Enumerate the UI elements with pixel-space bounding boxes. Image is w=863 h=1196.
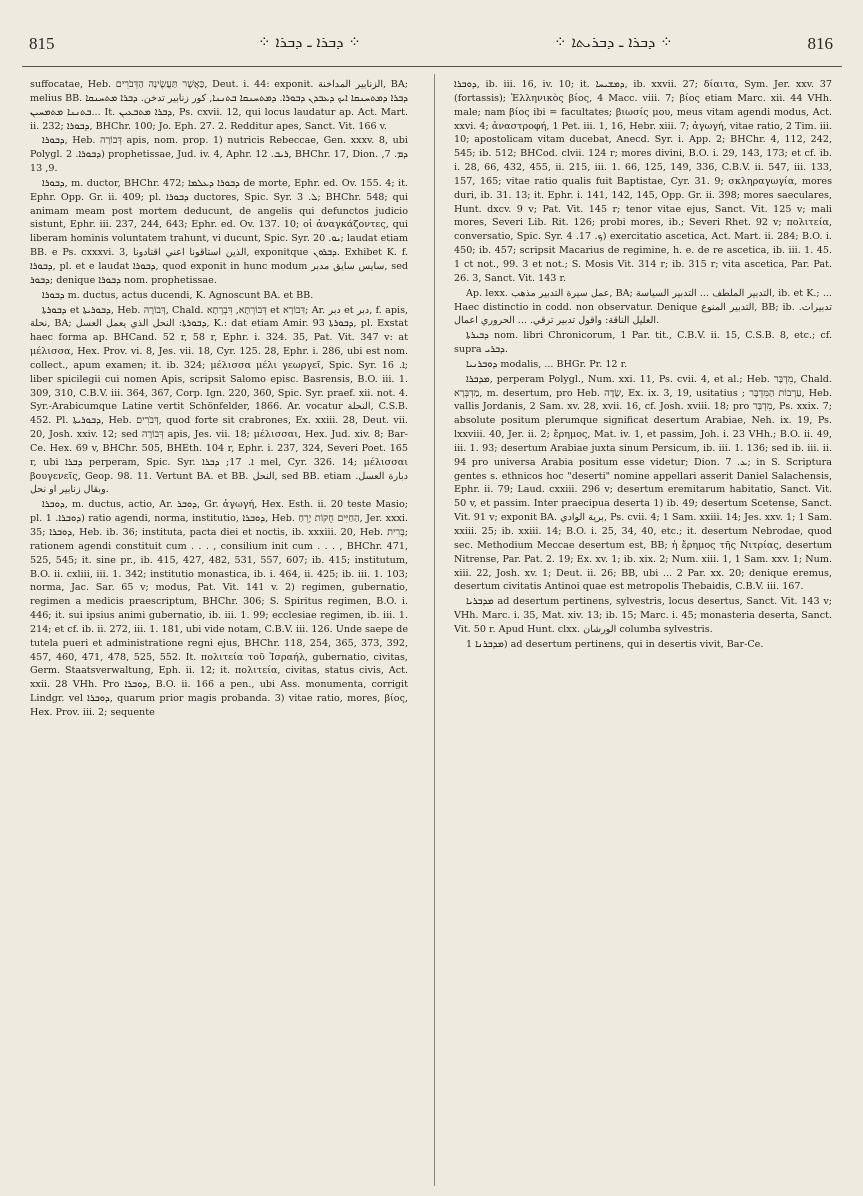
dictionary-entry: ܕܒܘܪܐ m. ductus, actus ducendi, K. Agnoscunt BA. et BB. xyxy=(42,289,314,301)
column-separator xyxy=(434,74,435,1186)
dictionary-entry: ܕܒܘܪܐ, Heb. דְּבוֹרָה apis, nom. prop. 1) nutricis Rebeccae, Gen. xxxv. 8, ubi Polygl. ܕܒܘܪܐ. 2) prophetissae, Jud. iv. 4, Aphr. ܪܝܒ. 12, BHChr. 17, Dion. ܕܡ. 7, 9, 13. xyxy=(30,135,408,175)
dictionary-entry: ܕܒܝܪܬܐ nom. libri Chronicorum, 1 Par. tit., C.B.V. ii. 15, C.S.B. 8, etc.; cf. supra ܕܒܪܝ. xyxy=(454,330,832,356)
right-page-number: 816 xyxy=(807,34,833,53)
dictionary-entry: ܡܕܒܪܐ, perperam Polygl., Num. xxi. 11, Ps. cvii. 4, et al.; Heb. מִדְבָּר, Chald. מַדְבְּרָא, m. desertum, pro Heb. שָׂדֶה, Ex. ix. 3, 19, usitatius ; עַרְבוֹת הַמִּדְבָּר, Heb. vallis Jordanis, 2 Sam. xv. 28, xvii. 16, cf. Josh. xviii. 18; pro מִדְבָּר, Ps. xxix. 7; absolute positum plerumque significat desertum Arabiae, Neh. ix. 19, Ps. lxxviii. 40, Jer. ii. 2; ἔρημος, Mat. iv. 1, et passim, Joh. i. 23 VHh.; B.O. ii. 49, iii. 1. 93; desertum Arabiae juxta sinum Persicum, ib. iii. 1. 136; sed ib. iii. ii. 94 pro universa Arabia positum esse videtur; Dion. ܥ. 7; in S. Scriptura gentes s. ethnicos hoc "deserti" nomine appellari asserit Daniel Salachensis, Ephr. ii. 79; Laud. cxxiii. 296 v; desertum eremitarum habitatio, Sanct. Vit. 50 v, et passim. Inter praecipua deserta 1) ib. 49; desertum Scetense, Sanct. Vit. 91 v; exponit BA. برية الوادي, Ps. cvii. 4; 1 Sam. xxiii. 14; Jes. xxv. 1; 1 Sam. xxiii. 25; ib. xxiii. 14; B.O. i. 25, 34, 40, etc.; it. desertum Nebrodae, quod sec. Methodium Meccae desertum est, BB; ἡ ἔρημος τῆς Νιτρίας, desertum Nitrense, Par. Pat. 2. 19; Ex. xv. 1; ib. xix. 2; Num. xiii. 1, 1 Sam. xxv. 1; Num. xiii. 22, Josh. xv. 1; Deut. ii. 26; BB, ubi ... 2 Par. xx. 20; denique eremus, desertum civitatis Antinoi quae est metropolis Thebaidis, C.B.V. iii. 167. xyxy=(454,373,832,593)
dictionary-entry: ܡܕܒܪܢܐ 1) ad desertum pertinens, qui in desertis vivit, Bar-Ce. xyxy=(466,638,764,650)
dictionary-entry: ܡܕܒܪܝܐ ad desertum pertinens, sylvestris, locus desertus, Sanct. Vit. 143 v; VHh. Marc. i. 35, Mat. xiv. 13; ib. 15; Marc. i. 45; monasteria deserta, Sanct. Vit. 50 r. Apud Hunt. clxx. الورشان columba sylvestris. xyxy=(454,596,832,635)
left-column xyxy=(30,78,408,1178)
dictionary-entry: ܕܒܘܪܐ, m. ductor, BHChr. 472; ܕܒܘܪܐ ܕܥܠܡܐ de morte, Ephr. ed. Ov. 155. 4; it. Ephr. Opp. Gr. ii. 409; pl. ܕܒܘܪܐ ductores, Spic. Syr. ܠ. 3; BHChr. 548; qui animam meam post mortem deducunt, de angelis qui defunctos judicio sistunt, Ephr. iii. 237, 244, 643; Ephr. ed. Ov. 137. 10; οἱ ἀναγκάζοντες, qui liberam hominis voluntatem trahunt, vi ducunt, Spic. Syr. ܝܘ. 20; laudat etiam BB. e Ps. cxxxvi. 3, الذين استاقونا اعني اقتادونا, exponitque ܕܒܪܘܢ. Exhibet K. f. ܕܒܘܪܐ, pl. et e laudat ܕܒܘܪܐ, quod exponit in hunc modum سايس سايق مدبر, sed ܕܒܘܪ; denique ܕܒܘܪܐ nom. prophetissae. xyxy=(30,177,408,286)
dictionary-entry: ܕܘܒܪܐ, ib. iii. 16, iv. 10; it. ܕܡܫܝܚܐ, ib. xxvii. 27; δίαιτα, Sym. Jer. xxv. 37 (fortassis); Ἑλληνικὸς βίος, 4 Macc. viii. 7; βίος etiam Marc. xii. 44 VHh. male; nam βίος ibi = facultates; βιωσίς μου, meus vitam agendi modus, Act. xxvi. 4; ἀναστροφή, 1 Pet. iii. 1, 16, Hebr. xiii. 7; ἀγωγή, vitae ratio, 2 Tim. iii. 10; apostolicam vitam ducebat, Anecd. Syr. i. App. 2; BHChr. 4, 112, 242, 545; ib. 512; BHCod. clvii. 124 r; mores divini, B.O. i. 29, 143, 173; et cf. ib. i. 28, 66, 432, 455, ii. 215, iii. 1. 66, 125, 149, 336, C.B.V. ii. 547, iii. 133, 157, 165; vitae ratio qualis fuit Baptistae, Cyr. 31. 9; σκληραγωγία, mores duri, ib. 31. 13; it. Ephr. i. 141, 142, 145, Opp. Gr. ii. 398; mores saeculares, Hunt. dxcv. 9 v; Pat. Vit. 145 r; tenor vitae ejus, Sanct. Vit. 125 v; mali mores, Severi Lib. Rit. 126; probi mores, ib.; Severi Rhet. 92 v; πολιτεία, conversatio, Spic. Syr. ܟ. 17. 4) exercitatio ascetica, Act. Mart. ii. 284; B.O. i. 450; ib. 457; scripsit Macarius de regimine, h. e. de re ascetica, ib. iii. 1. 45. 1 ct not., 99. 3 et not.; S. Mosis Vit. 314 r; ib. 315 r; vita ascetica, Par. Pat. 26. 3, Sanct. Vit. 143 r. xyxy=(454,79,832,284)
left-page-number: 815 xyxy=(29,34,55,53)
right-column xyxy=(454,78,832,1178)
header-rule xyxy=(22,66,842,67)
dictionary-entry: ܕܒܘܪܬܐ et ܕܒܘܪܝܬܐ, Heb. דְּבוֹרָה, Chald. דְּבוֹרְתָא, דִּבְרְתָא et דִּבוֹרָא; Ar. دبر et دبر, f. apis, نحلة, BA; ܕܒܘܪܬܐ: النحل الذي يعمل العسل, K.: dat etiam Amir. 93 ܕܒܘܪܬܐ, pl. Exstat haec forma ap. BHCand. 52 r, 58 r, Ephr. i. 324. 35, Pat. Vit. 347 v: at μέλισσα, Hex. Prov. vi. 8, Jes. vii. 18, Cyr. 125. 28, Ephr. i. 286, ubi est nom. collect., apum examen; it. ib. 324; μέλισσα μέλι γεωργεῖ, Spic. Syr. ܐ. 16; liber spicilegii cui nomen Apis, scripsit Salomo episc. Basrensis, B.O. iii. 1. 309, 310, C.B.V. iii. 364, 367, Corp. Ign. 220, 360, Spic. Syr. praef. xii. not. 4. Syr.-Arabicumque Latine vertit Schönfelder, 1866. Ar. vocatur النحلة, C.S.B. 452. Pl. ܕܒܘܪܝܬܐ, Heb. דְּבֹרִים, quod forte sit crabrones, Ex. xxiii. 28, Deut. vii. 20, Josh. xxiv. 12; sed דְּבוֹרָה apis, Jes. vii. 18; μέλισσαι, Hex. Jud. xiv. 8; Bar-Ce. Hex. 69 v, BHChr. 505, BHEth. 104 r, Ephr. i. 237, 324, Severi Poet. 165 r, ubi ܕܒܪܐ perperam, Spic. Syr. ܐ. 17; ܕܒܪܐ mel, Cyr. 326. 14; μέλισσαι βουγενεῖς, Geop. 98. 11. Vertunt BA. et BB. النحل, sed BB. etiam دبارة العسل. وبقال زنابير او نحل. xyxy=(30,304,408,496)
dictionary-entry: suffocatae, Heb. כַּאֲשֶׁר תַּעֲשֶׂינָה הַדְּבֹרִים, Deut. i. 44: exponit. الزنابير المداخنة, BA; melius BB. ܕܒܪܐ ܕܡܬܚܢܩܐ ܐܝܟ ܕܥܒܕܢ ܕܒܘܪܐ. ܕܡܬܚܢܩܐ ܒܬܢܢܐ, كور زنابير تدخن. ܕܒܪܐ ܡܬܚܢܩܐ ܒܬܢܢܐ ܡܬܡܚܝܢ... It. ܕܒܪܐ ܡܬܒܥܝܢ, Ps. cxvii. 12, qui locus laudatur ap. Act. Mart. ii. 232; ܕܒܘܪܐ, BHChr. 100; Jo. Eph. 27. 2. Redditur apes, Sanct. Vit. 166 v. xyxy=(30,79,408,132)
dictionary-entry: ܕܘܒܪܢܝܐ modalis, ... BHGr. Pr. 12 r. xyxy=(466,358,628,370)
dictionary-entry: Ap. lexx. عمل سيرة التدبير مذهب, BA; التدبير الملطف ... التدبير السياسة, ib. et K.; ... Haec distinctio in codd. non observatur. Denique التدبير المنوع, BB; ib. تدبيرات. العليل الناقة: واقول تدبير ترقي. ... الحروري اعمال. xyxy=(454,287,832,327)
dictionary-entry: ܕܘܒܪܐ, m. ductus, actio, Ar. ܕܘܒܪ, Gr. ἀγωγή, Hex. Esth. ii. 20 teste Masio; pl. ܕܘܒܪܐ. 1) ratio agendi, norma, institutio, ܕܘܒܪܐ, Heb. הַחַיִּים חֻקּוֹת יָרֵחַ, Jer. xxxi. 35; ܕܘܒܪܐ, Heb. ib. 36; instituta, pacta diei et noctis, ib. xxxiii. 20, Heb. בְּרִית; rationem agendi constituit cum . . . , consilium init cum . . . , BHChr. 471, 525, 545; it. sine pr., ib. 415, 427, 482, 531, 557, 607; ib. 415; institutum, B.O. ii. cxliii, iii. 1. 342; institutio monastica, ib. i. 464, ii. 425; ib. iii. 1. 103; norma, Jac. Sar. 65 v; modus, Pat. Vit. 141 v. 2) regimen, gubernatio, regimen a medicis praescriptum, BHChr. 306; S. Spiritus regimen, B.O. i. 446; it. sui ipsius animi gubernatio, ib. iii. 1. 99; ecclesiae regimen, ib. iii. 1. 214; et cf. ib. ii. 272, iii. 1. 181, ubi vide notam, C.B.V. iii. 126. Unde saepe de tutela pueri et administratione regni ejus, BHChr. 118, 254, 365, 373, 392, 457, 460, 471, 478, 525, 552. It. πολιτεία τοῦ Ἰσραήλ, gubernatio, civitas, Germ. Staatsverwaltung, Eph. ii. 12; it. πολιτεία, civitas, status civis, Act. xxii. 28 VHh. Pro ܕܘܒܪܐ, B.O. ii. 166 a pen., ubi Ass. monumenta, corrigit Lindgr. vel ܕܘܒܪܐ, quarum prior magis probanda. 3) vitae ratio, mores, βίος, Hex. Prov. iii. 2; sequente xyxy=(30,499,408,718)
right-running-title: ⁘ ܕܒܪܐ ـ ܕܒܪܝܬܐ ⁘ xyxy=(554,33,673,51)
left-running-title: ⁘ ܕܒܪܐ ـ ܕܒܪܐ ⁘ xyxy=(258,33,361,51)
page-header xyxy=(0,26,863,66)
